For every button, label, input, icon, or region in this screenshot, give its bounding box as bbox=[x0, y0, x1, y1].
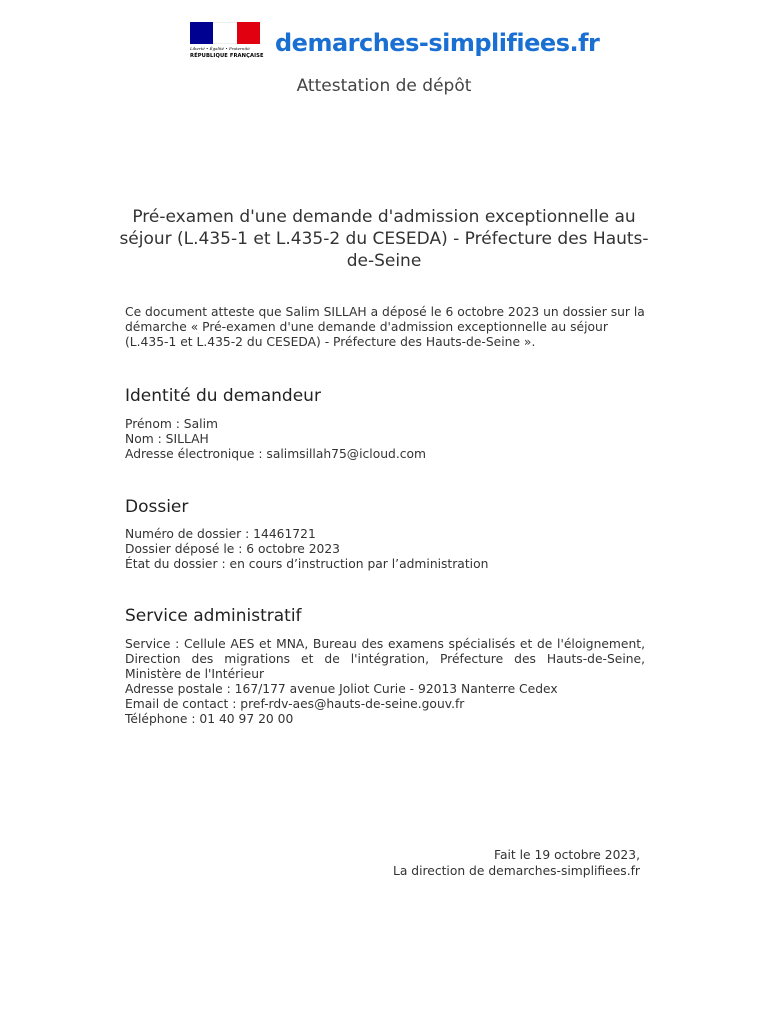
marianne-logo bbox=[190, 22, 264, 64]
signature-block bbox=[393, 847, 640, 879]
first-name: Prénom : Salim bbox=[125, 417, 218, 431]
identity-heading: Identité du demandeur bbox=[125, 386, 321, 406]
page-header bbox=[190, 22, 599, 64]
dossier-number: Numéro de dossier : 14461721 bbox=[125, 527, 316, 541]
service-section bbox=[125, 637, 645, 727]
signature: La direction de demarches-simplifiees.fr bbox=[392, 864, 640, 878]
republic-name: RÉPUBLIQUE FRANÇAISE bbox=[190, 53, 264, 59]
phone-number: Téléphone : 01 40 97 20 00 bbox=[125, 712, 294, 726]
identity-section bbox=[125, 417, 426, 462]
french-flag-icon bbox=[190, 22, 260, 44]
brand-name: demarches-simplifiees.fr bbox=[275, 29, 600, 57]
last-name: Nom : SILLAH bbox=[125, 432, 209, 446]
email-address: Adresse électronique : salimsillah75@icloud.com bbox=[125, 447, 426, 461]
procedure-title: Pré-examen d'une demande d'admission exceptionnelle au séjour (L.435-1 et L.435-2 du CESEDA) - Préfecture des Hauts-de-Seine bbox=[119, 207, 649, 271]
dossier-section bbox=[125, 527, 488, 572]
contact-email: Email de contact : pref-rdv-aes@hauts-de-seine.gouv.fr bbox=[125, 697, 465, 711]
service-heading: Service administratif bbox=[125, 606, 302, 626]
service-name: Service : Cellule AES et MNA, Bureau des examens spécialisés et de l'éloignement, Direction des migrations et de l'intégration, Préfecture des Hauts-de-Seine, Ministère de l'Intérieur bbox=[125, 637, 645, 681]
dossier-heading: Dossier bbox=[125, 497, 189, 517]
dossier-date: Dossier déposé le : 6 octobre 2023 bbox=[125, 542, 340, 556]
postal-address: Adresse postale : 167/177 avenue Joliot Curie - 92013 Nanterre Cedex bbox=[125, 682, 558, 696]
republic-motto: Liberté • Égalité • Fraternité bbox=[190, 46, 250, 51]
issue-date: Fait le 19 octobre 2023, bbox=[494, 848, 640, 862]
attestation-text: Ce document atteste que Salim SILLAH a déposé le 6 octobre 2023 un dossier sur la démarche « Pré-examen d'une demande d'admission exceptionnelle au séjour (L.435-1 et L.435-2 du CESEDA) - Préfecture des Hauts-de-Seine ». bbox=[125, 305, 645, 349]
dossier-status: État du dossier : en cours d’instruction par l’administration bbox=[125, 557, 489, 571]
document-type: Attestation de dépôt bbox=[296, 76, 472, 96]
